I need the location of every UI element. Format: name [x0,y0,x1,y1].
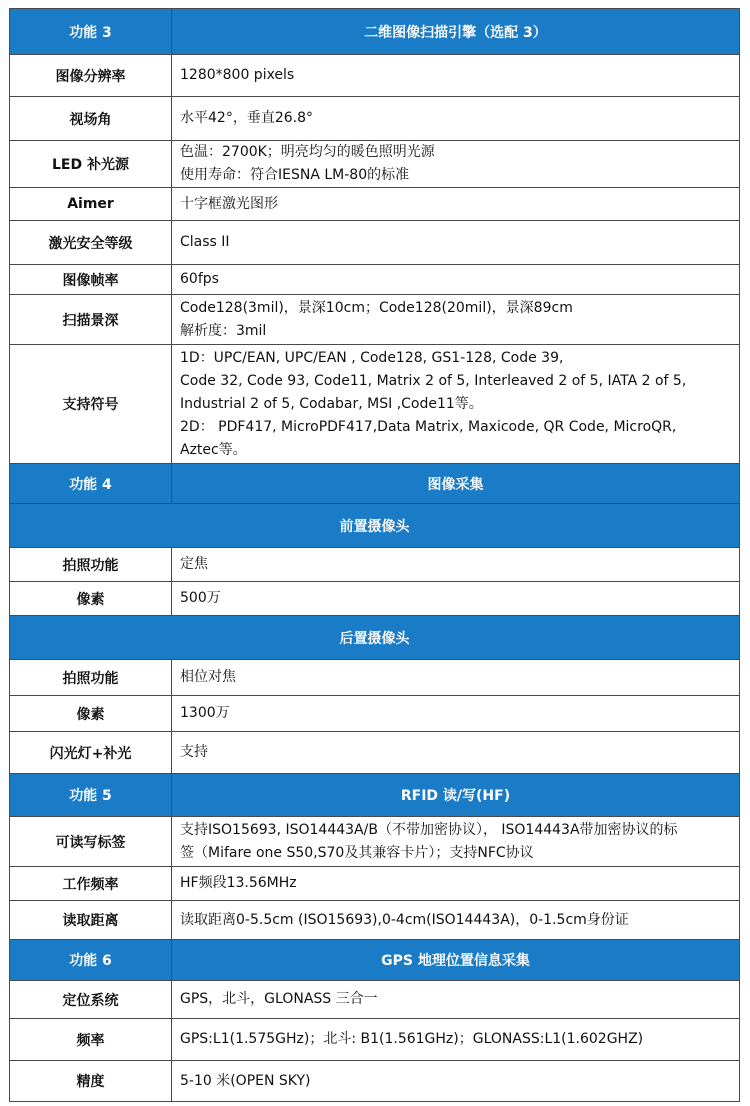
spec-value-line: 色温：2700K；明亮均匀的暖色照明光源 [180,144,435,160]
subsection-header-front-camera [10,504,740,548]
spec-value-line: 1280*800 pixels [180,67,295,83]
spec-label: 拍照功能 [10,548,172,582]
spec-value [172,55,740,97]
spec-value-line: 读取距离0-5.5cm (ISO15693),0-4cm(ISO14443A)，0-1.5cm身份证 [180,911,629,928]
spec-value [172,901,740,940]
spec-label: 频率 [10,1019,172,1061]
spec-value-line: Industrial 2 of 5, Codabar, MSI ,Code11等。 [180,395,483,412]
spec-row [10,345,740,464]
spec-row [10,1019,740,1061]
spec-label: 可读写标签 [10,817,172,867]
spec-value: GPS，北斗，GLONASS 三合一 [172,981,740,1019]
spec-value [172,221,740,265]
spec-value-line: Class II [180,234,230,250]
section-label: 功能 6 [10,940,172,981]
spec-row [10,548,740,582]
spec-value [172,817,740,867]
spec-value: GPS:L1(1.575GHz)；北斗: B1(1.561GHz)；GLONASS:L1(1.602GHZ) [172,1019,740,1061]
spec-row [10,981,740,1019]
spec-value [172,188,740,221]
spec-row [10,901,740,940]
spec-value-line: Code 32, Code 93, Code11, Matrix 2 of 5, Interleaved 2 of 5, IATA 2 of 5, [180,372,687,389]
spec-label: 视场角 [10,97,172,141]
section-header-3 [10,9,740,55]
subsection-title: 后置摄像头 [10,616,740,660]
spec-label: 支持符号 [10,345,172,464]
section-title: GPS 地理位置信息采集 [172,940,740,981]
spec-label: 闪光灯+补光 [10,732,172,774]
spec-value [172,345,740,464]
spec-label: 扫描景深 [10,295,172,345]
spec-value-line: 使用寿命：符合IESNA LM-80的标准 [180,167,410,183]
spec-row [10,188,740,221]
spec-value-line: 支持ISO15693, ISO14443A/B（不带加密协议）， ISO14443A带加密协议的标 [180,821,678,838]
spec-row [10,817,740,867]
section-header-6 [10,940,740,981]
spec-row [10,732,740,774]
spec-row [10,867,740,901]
spec-row [10,141,740,188]
section-label: 功能 5 [10,774,172,817]
section-title: 二维图像扫描引擎（选配 3） [172,9,740,55]
spec-label: 读取距离 [10,901,172,940]
spec-row [10,582,740,616]
spec-value-line: Aztec等。 [180,441,247,458]
section-header-4 [10,464,740,504]
section-label: 功能 4 [10,464,172,504]
spec-value: 500万 [172,582,740,616]
spec-value-line: 60fps [180,271,219,287]
spec-row [10,97,740,141]
spec-value: 5-10 米(OPEN SKY) [172,1061,740,1102]
spec-row [10,221,740,265]
spec-label: 工作频率 [10,867,172,901]
spec-value-line: 2D： PDF417, MicroPDF417,Data Matrix, Maxicode, QR Code, MicroQR, [180,418,677,435]
subsection-header-rear-camera [10,616,740,660]
spec-value [172,295,740,345]
spec-value: 1300万 [172,696,740,732]
section-title: RFID 读/写(HF) [172,774,740,817]
spec-value [172,867,740,901]
spec-label: 像素 [10,696,172,732]
section-header-5 [10,774,740,817]
spec-value-line: 签（Mifare one S50,S70及其兼容卡片）；支持NFC协议 [180,844,534,861]
spec-value: 相位对焦 [172,660,740,696]
spec-row [10,265,740,295]
spec-value [172,97,740,141]
spec-table [9,8,740,1102]
spec-label: 拍照功能 [10,660,172,696]
spec-row [10,55,740,97]
spec-label: 激光安全等级 [10,221,172,265]
spec-label: LED 补光源 [10,141,172,188]
spec-row [10,696,740,732]
section-label: 功能 3 [10,9,172,55]
spec-row [10,660,740,696]
spec-value-line: Code128(3mil)，景深10cm；Code128(20mil)，景深89cm [180,299,573,316]
spec-value [172,141,740,188]
spec-value: 定焦 [172,548,740,582]
spec-row [10,1061,740,1102]
spec-label: 图像分辨率 [10,55,172,97]
spec-label: 定位系统 [10,981,172,1019]
spec-value-line: 1D：UPC/EAN, UPC/EAN , Code128, GS1-128, Code 39, [180,349,564,366]
spec-value-line: 十字框激光图形 [180,195,278,212]
spec-value: 支持 [172,732,740,774]
spec-label: 像素 [10,582,172,616]
spec-value-line: HF频段13.56MHz [180,875,297,891]
spec-row [10,295,740,345]
spec-label: Aimer [10,188,172,221]
spec-label: 精度 [10,1061,172,1102]
spec-label: 图像帧率 [10,265,172,295]
spec-value [172,265,740,295]
spec-value-line: 水平42°，垂直26.8° [180,110,313,126]
subsection-title: 前置摄像头 [10,504,740,548]
spec-value-line: 解析度：3mil [180,322,267,339]
section-title: 图像采集 [172,464,740,504]
